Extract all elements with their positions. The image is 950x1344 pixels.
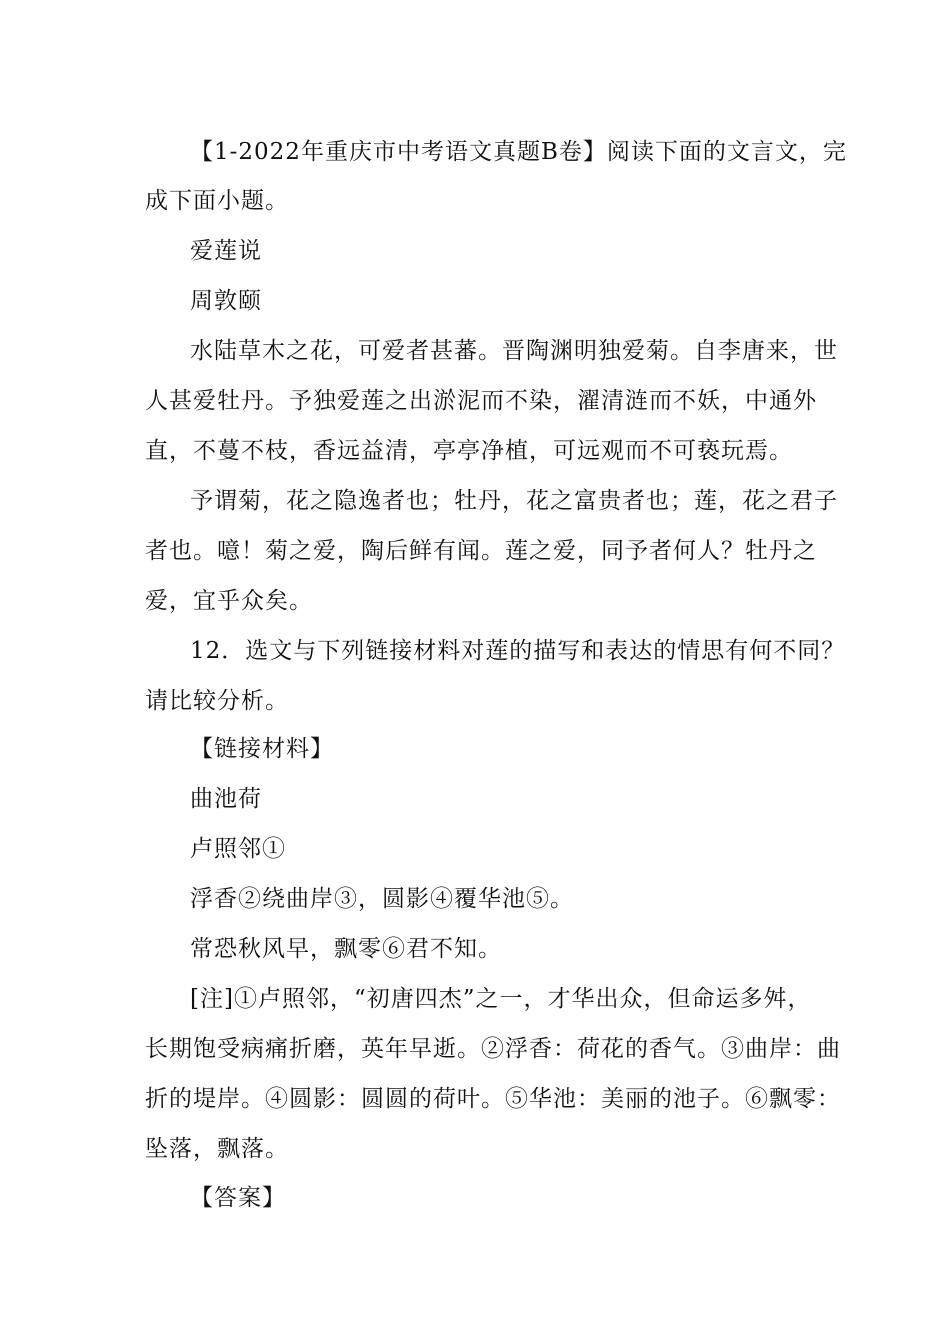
notes-line: 坠落，飘落。 xyxy=(145,1136,289,1162)
notes-line: [注]①卢照邻，“初唐四杰”之一，才华出众，但命运多舛， xyxy=(190,986,812,1012)
essay-title: 爱莲说 xyxy=(190,238,262,264)
notes-line: 折的堤岸。④圆影：圆圆的荷叶。⑤华池：美丽的池子。⑥飘零： xyxy=(145,1086,841,1112)
answer-label: 【答案】 xyxy=(190,1185,286,1211)
essay-author: 周敦颐 xyxy=(190,288,262,314)
essay-paragraph-2-line: 爱，宜乎众矣。 xyxy=(145,588,313,614)
poem-author: 卢照邻① xyxy=(190,836,286,862)
essay-paragraph-1-line: 直，不蔓不枝，香远益清，亭亭净植，可远观而不可亵玩焉。 xyxy=(145,438,793,464)
notes-line: 长期饱受病痛折磨，英年早逝。②浮香：荷花的香气。③曲岸：曲 xyxy=(145,1036,841,1062)
poem-line: 浮香②绕曲岸③，圆影④覆华池⑤。 xyxy=(190,886,574,912)
question-header-continued: 成下面小题。 xyxy=(145,188,289,214)
poem-title: 曲池荷 xyxy=(190,786,262,812)
question-12-continued: 请比较分析。 xyxy=(145,688,289,714)
question-header: 【1-2022年重庆市中考语文真题B卷】阅读下面的文言文，完 xyxy=(190,139,847,165)
essay-paragraph-2-line: 者也。噫！菊之爱，陶后鲜有闻。莲之爱，同予者何人？牡丹之 xyxy=(145,538,817,564)
essay-paragraph-1-line: 人甚爱牡丹。予独爱莲之出淤泥而不染，濯清涟而不妖，中通外 xyxy=(145,388,817,414)
question-12: 12．选文与下列链接材料对莲的描写和表达的情思有何不同？ xyxy=(190,638,846,664)
essay-paragraph-1-line: 水陆草木之花，可爱者甚蕃。晋陶渊明独爱菊。自李唐来，世 xyxy=(190,338,838,364)
essay-paragraph-2-line: 予谓菊，花之隐逸者也；牡丹，花之富贵者也；莲，花之君子 xyxy=(190,488,838,514)
poem-line: 常恐秋风早，飘零⑥君不知。 xyxy=(190,936,502,962)
link-material-label: 【链接材料】 xyxy=(190,736,334,762)
